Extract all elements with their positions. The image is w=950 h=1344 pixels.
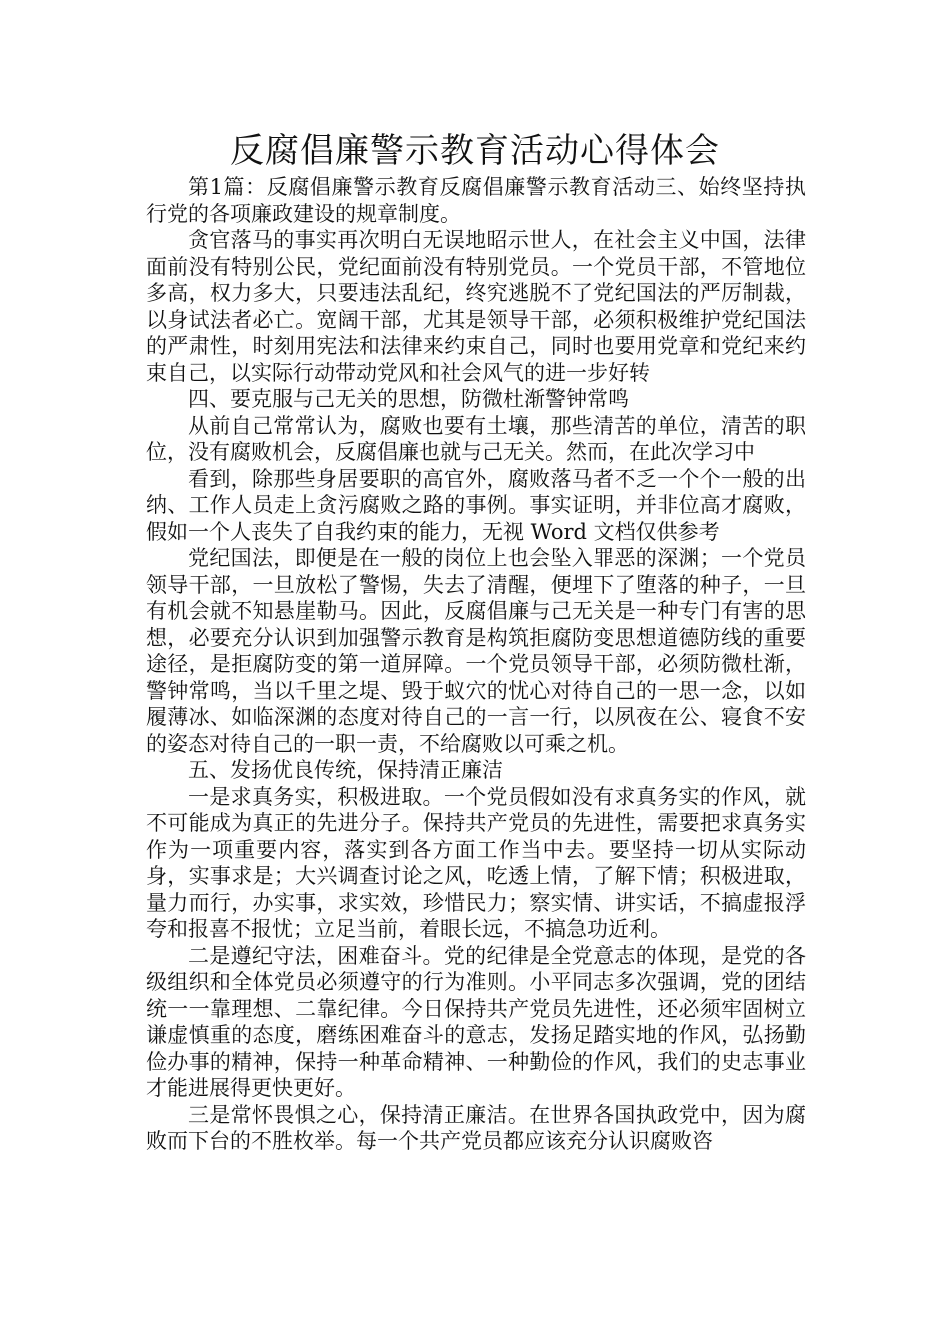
paragraph-former-belief: 从前自己常常认为，腐败也要有土壤，那些清苦的单位，清苦的职位，没有腐败机会，反腐倡廉也就与己无关。然而，在此次学习中 [146,413,806,464]
section-heading-five: 五、发扬优良传统，保持清正廉洁 [188,758,503,782]
document-body [146,174,806,1155]
section-heading-four: 四、要克服与己无关的思想，防微杜渐警钟常鸣 [188,387,629,411]
document-title: 反腐倡廉警示教育活动心得体会 [230,131,720,171]
paragraph-point-three: 三是常怀畏惧之心，保持清正廉洁。在世界各国执政党中，因为腐败而下台的不胜枚举。每一个共产党员都应该充分认识腐败咨 [146,1102,806,1153]
paragraph-corrupt-officials: 贪官落马的事实再次明白无误地昭示世人，在社会主义中国，法律面前没有特别公民，党纪面前没有特别党员。一个党员干部，不管地位多高，权力多大，只要违法乱纪，终究逃脱不了党纪国法的严厉制裁，以身试法者必亡。宽阔干部，尤其是领导干部，必须积极维护党纪国法的严肃性，时刻用宪法和法律来约束自己，同时也要用党章和党纪来约束自己，以实际行动带动党风和社会风气的进一步好转 [146,228,806,385]
paragraph-saw-cases: 看到，除那些身居要职的高官外，腐败落马者不乏一个个一般的出纳、工作人员走上贪污腐败之路的事例。事实证明，并非位高才腐败，假如一个人丧失了自我约束的能力，无视 Word 文档仅供参考 [146,466,806,544]
paragraph-intro: 第1篇：反腐倡廉警示教育反腐倡廉警示教育活动三、始终坚持执行党的各项廉政建设的规章制度。 [146,175,806,226]
paragraph-point-one: 一是求真务实，积极进取。一个党员假如没有求真务实的作风，就不可能成为真正的先进分子。保持共产党员的先进性，需要把求真务实作为一项重要内容，落实到各方面工作当中去。要坚持一切从实际动身，实事求是；大兴调查讨论之风，吃透上情，了解下情；积极进取，量力而行，办实事，求实效，珍惜民力；察实情、讲实话，不搞虚报浮夸和报喜不报忧；立足当前，着眼长远，不搞急功近利。 [146,784,806,941]
paragraph-point-two: 二是遵纪守法，困难奋斗。党的纪律是全党意志的体现，是党的各级组织和全体党员必须遵守的行为准则。小平同志多次强调，党的团结统一一靠理想、二靠纪律。今日保持共产党员先进性，还必须牢固树立谦虚慎重的态度，磨练困难奋斗的意志，发扬足踏实地的作风，弘扬勤俭办事的精神，保持一种革命精神、一种勤俭的作风，我们的史志事业才能进展得更快更好。 [146,943,806,1100]
paragraph-party-discipline: 党纪国法，即便是在一般的岗位上也会坠入罪恶的深渊；一个党员领导干部，一旦放松了警惕，失去了清醒，便埋下了堕落的种子，一旦有机会就不知悬崖勒马。因此，反腐倡廉与己无关是一种专门有害的思想，必要充分认识到加强警示教育是构筑拒腐防变思想道德防线的重要途径，是拒腐防变的第一道屏障。一个党员领导干部，必须防微杜渐，警钟常鸣，当以千里之堤、毁于蚁穴的忧心对待自己的一思一念，以如履薄冰、如临深渊的态度对待自己的一言一行，以夙夜在公、寝食不安的姿态对待自己的一职一责，不给腐败以可乘之机。 [146,546,806,756]
